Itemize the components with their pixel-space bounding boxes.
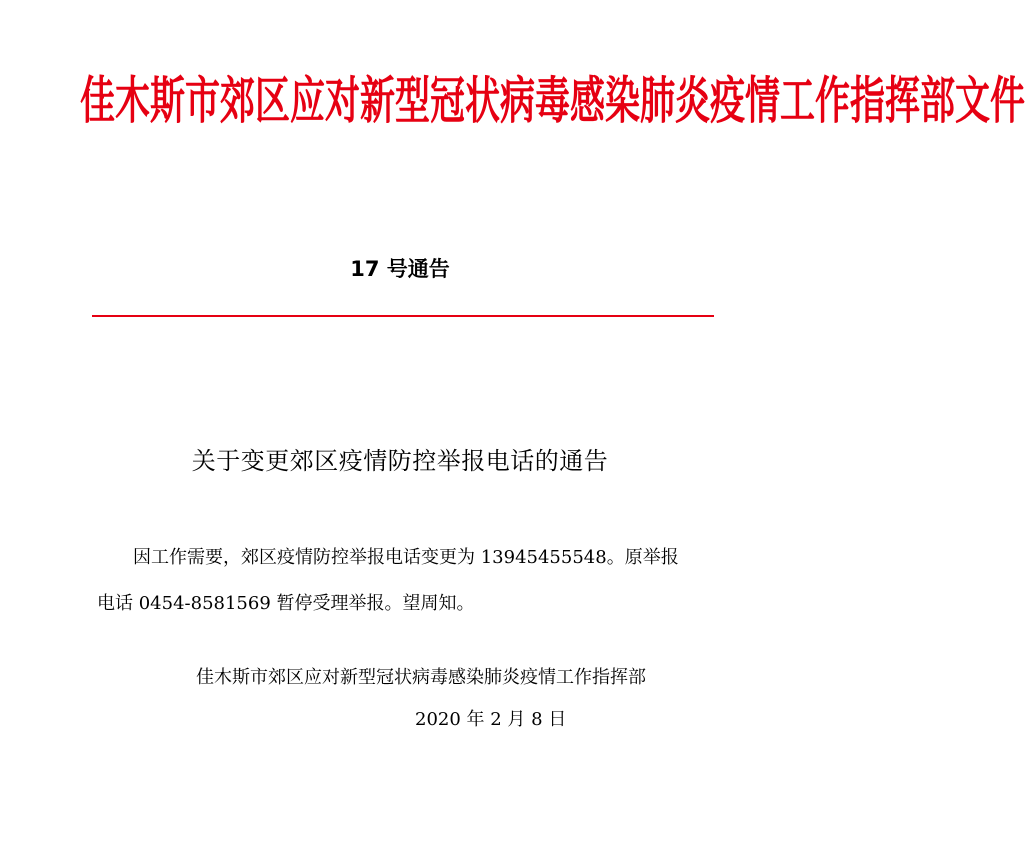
- header-divider: [92, 315, 714, 317]
- notice-title: 关于变更郊区疫情防控举报电话的通告: [191, 447, 609, 475]
- body-line: 电话 0454-8581569 暂停受理举报。望周知。: [97, 593, 475, 614]
- document-number: 17 号通告: [350, 257, 450, 281]
- issuer-signature: 佳木斯市郊区应对新型冠状病毒感染肺炎疫情工作指挥部: [196, 667, 646, 688]
- notice-body: [97, 535, 707, 627]
- body-line: 因工作需要，郊区疫情防控举报电话变更为 13945455548。原举报: [133, 547, 679, 568]
- masthead-header: 佳木斯市郊区应对新型冠状病毒感染肺炎疫情工作指挥部文件: [80, 71, 1025, 131]
- issue-date: 2020 年 2 月 8 日: [415, 709, 567, 730]
